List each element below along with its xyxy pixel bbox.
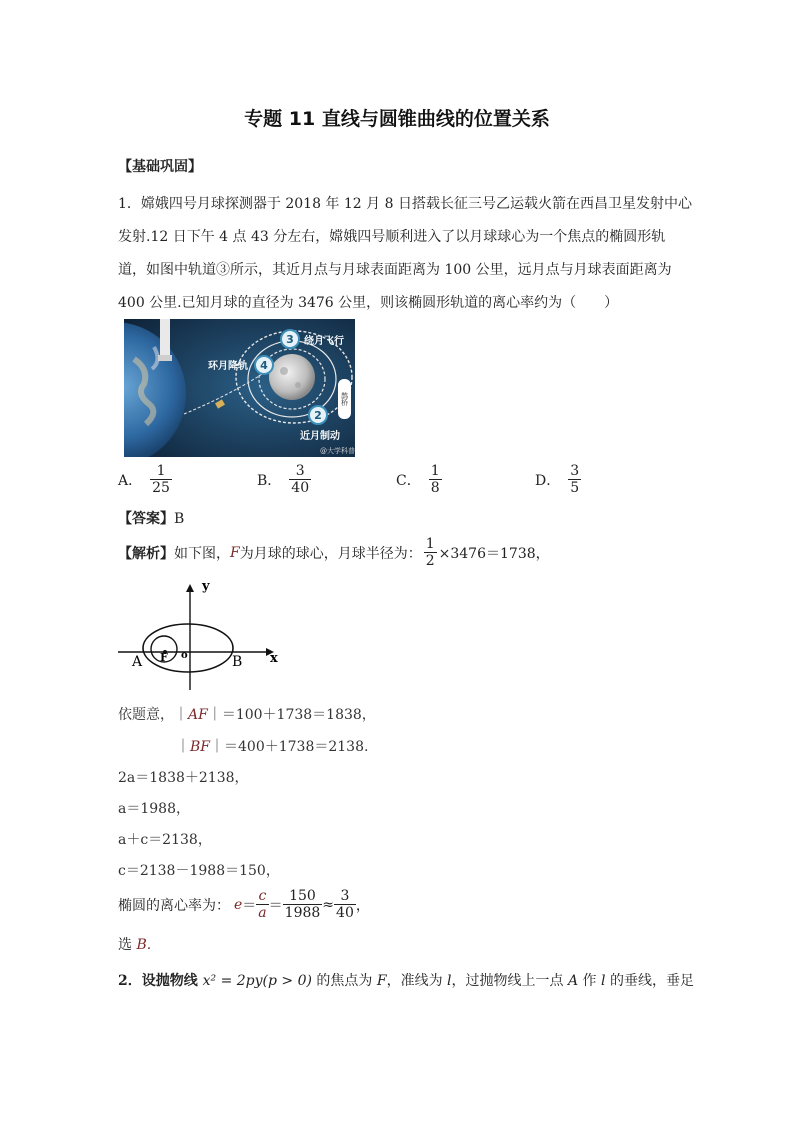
q2-formula: x² = 2py(p > 0) [202, 973, 312, 989]
ellipse-diagram [116, 578, 286, 696]
option-d-denominator: 5 [570, 480, 580, 496]
step-bf-var: BF [190, 739, 211, 755]
label-queqiao: 鹊桥 [340, 392, 349, 406]
ecc-den-1988: 1988 [284, 905, 321, 921]
step-2a: 2a＝1838＋2138， [118, 770, 249, 786]
ecc-frac-ca [256, 888, 268, 921]
question-2-text [118, 970, 694, 990]
label-x: x [270, 651, 278, 666]
step-af-post: ｜＝100＋1738＝1838， [207, 707, 376, 723]
option-a-numerator: 1 [156, 463, 166, 479]
option-a-fraction [150, 463, 172, 496]
step-a: a＝1988， [118, 801, 190, 817]
step-eccentricity [118, 888, 370, 921]
step-bf [176, 736, 368, 756]
question-1-text [118, 188, 692, 320]
step-af-var: AF [188, 707, 208, 723]
ecc-num-3: 3 [340, 888, 350, 904]
q2-l: l [447, 973, 452, 989]
ecc-a: a [258, 905, 267, 921]
option-a-label: A． [118, 472, 143, 489]
half-fraction [424, 536, 437, 569]
label-f: F [160, 651, 168, 664]
option-b-numerator: 3 [295, 463, 305, 479]
q2-mid2: ，准线为 [386, 973, 448, 989]
label-lunar-flight: 绕月飞行 [304, 336, 344, 347]
choose-pre: 选 [118, 937, 137, 953]
ecc-frac-values [283, 888, 323, 921]
label-orbit-descent: 环月降轨 [208, 361, 248, 372]
badge-2-number: 2 [314, 409, 322, 422]
option-c-numerator: 1 [430, 463, 440, 479]
answer-tag: 【答案】 [118, 511, 174, 527]
option-b-label: B． [257, 472, 282, 489]
step-af-pre: 依题意，｜ [118, 707, 188, 723]
option-d-numerator: 3 [570, 463, 580, 479]
ecc-num-150: 150 [289, 888, 316, 904]
ecc-eq: ＝ [242, 897, 257, 914]
lunar-orbit-figure [124, 319, 355, 457]
analysis-intro-c: ×3476＝1738， [438, 545, 550, 562]
section-heading: 【基础巩固】 [118, 159, 202, 175]
option-d-label: D． [535, 472, 561, 489]
analysis-var-f: F [230, 544, 240, 561]
q2-f: F [376, 973, 387, 989]
y-arrow-icon [186, 584, 194, 592]
q2-pre: 2．设抛物线 [118, 973, 203, 989]
step-af [118, 704, 376, 724]
option-b-fraction [289, 463, 311, 496]
option-c-fraction [429, 463, 442, 496]
label-near-moon-braking: 近月制动 [300, 431, 340, 442]
q1-line: 发射.12 日下午 4 点 43 分左右，嫦娥四号顺利进入了以月球球心为一个焦点的椭圆形轨 [118, 229, 666, 245]
watermark: @大学科普 [320, 447, 355, 455]
ecc-approx: ≈ [322, 896, 335, 913]
option-b-denominator: 40 [291, 480, 310, 496]
half-numerator: 1 [425, 536, 435, 552]
ecc-frac-result [334, 888, 356, 921]
label-b: B [232, 654, 243, 670]
moon [269, 354, 315, 400]
ecc-e: e [234, 896, 243, 913]
ecc-end: ， [355, 897, 370, 914]
q2-a: A [567, 973, 579, 989]
option-c [396, 463, 442, 496]
q2-end: 的垂线，垂足 [605, 973, 694, 989]
option-d-fraction [568, 463, 581, 496]
q2-mid3: ，过抛物线上一点 [451, 973, 568, 989]
ellipse-orbit [143, 624, 233, 672]
choose-var: B. [136, 937, 152, 953]
label-y: y [202, 579, 210, 594]
option-d [535, 463, 581, 496]
q1-line: 1．嫦娥四号月球探测器于 2018 年 12 月 8 日搭载长征三号乙运载火箭在西昌卫星发射中心 [118, 196, 692, 212]
ecc-eq-2: ＝ [268, 897, 283, 914]
step-a-plus-c: a＋c＝2138， [118, 832, 212, 848]
q1-line: 道，如图中轨道③所示，其近月点与月球表面距离为 100 公里，远月点与月球表面距离为 [118, 262, 672, 278]
q2-mid1: 的焦点为 [311, 973, 377, 989]
badge-4-number: 4 [260, 359, 268, 372]
answer-value: B [174, 511, 185, 527]
q2-l2: l [601, 973, 606, 989]
badge-3-number: 3 [286, 333, 294, 346]
option-b [257, 463, 311, 496]
ecc-c: c [258, 888, 267, 904]
ecc-pre: 椭圆的离心率为： [118, 897, 230, 914]
q2-mid4: 作 [578, 973, 602, 989]
option-a [118, 463, 172, 496]
ecc-den-40: 40 [336, 905, 354, 921]
orbit-illustration [124, 319, 355, 457]
q1-line: 400 公里.已知月球的直径为 3476 公里，则该椭圆形轨道的离心率约为（ ） [118, 295, 619, 311]
label-a: A [132, 654, 143, 670]
analysis-tag: 【解析】 [118, 545, 174, 562]
step-c: c＝2138－1988＝150， [118, 863, 280, 879]
analysis-intro-a: 如下图， [174, 545, 230, 562]
analysis-intro-b: 为月球的球心，月球半径为： [239, 545, 422, 562]
label-o: o [181, 650, 188, 661]
page-title: 专题 11 直线与圆锥曲线的位置关系 [244, 108, 550, 130]
step-bf-post: ｜＝400＋1738＝2138. [210, 739, 369, 755]
step-bf-pre: ｜ [176, 739, 190, 755]
answer-line [118, 508, 184, 528]
step-choose [118, 934, 151, 954]
option-c-label: C． [396, 472, 421, 489]
option-c-denominator: 8 [430, 480, 440, 496]
analysis-intro [118, 536, 550, 569]
option-a-denominator: 25 [152, 480, 170, 496]
half-denominator: 2 [425, 553, 435, 569]
rocket [160, 319, 170, 359]
